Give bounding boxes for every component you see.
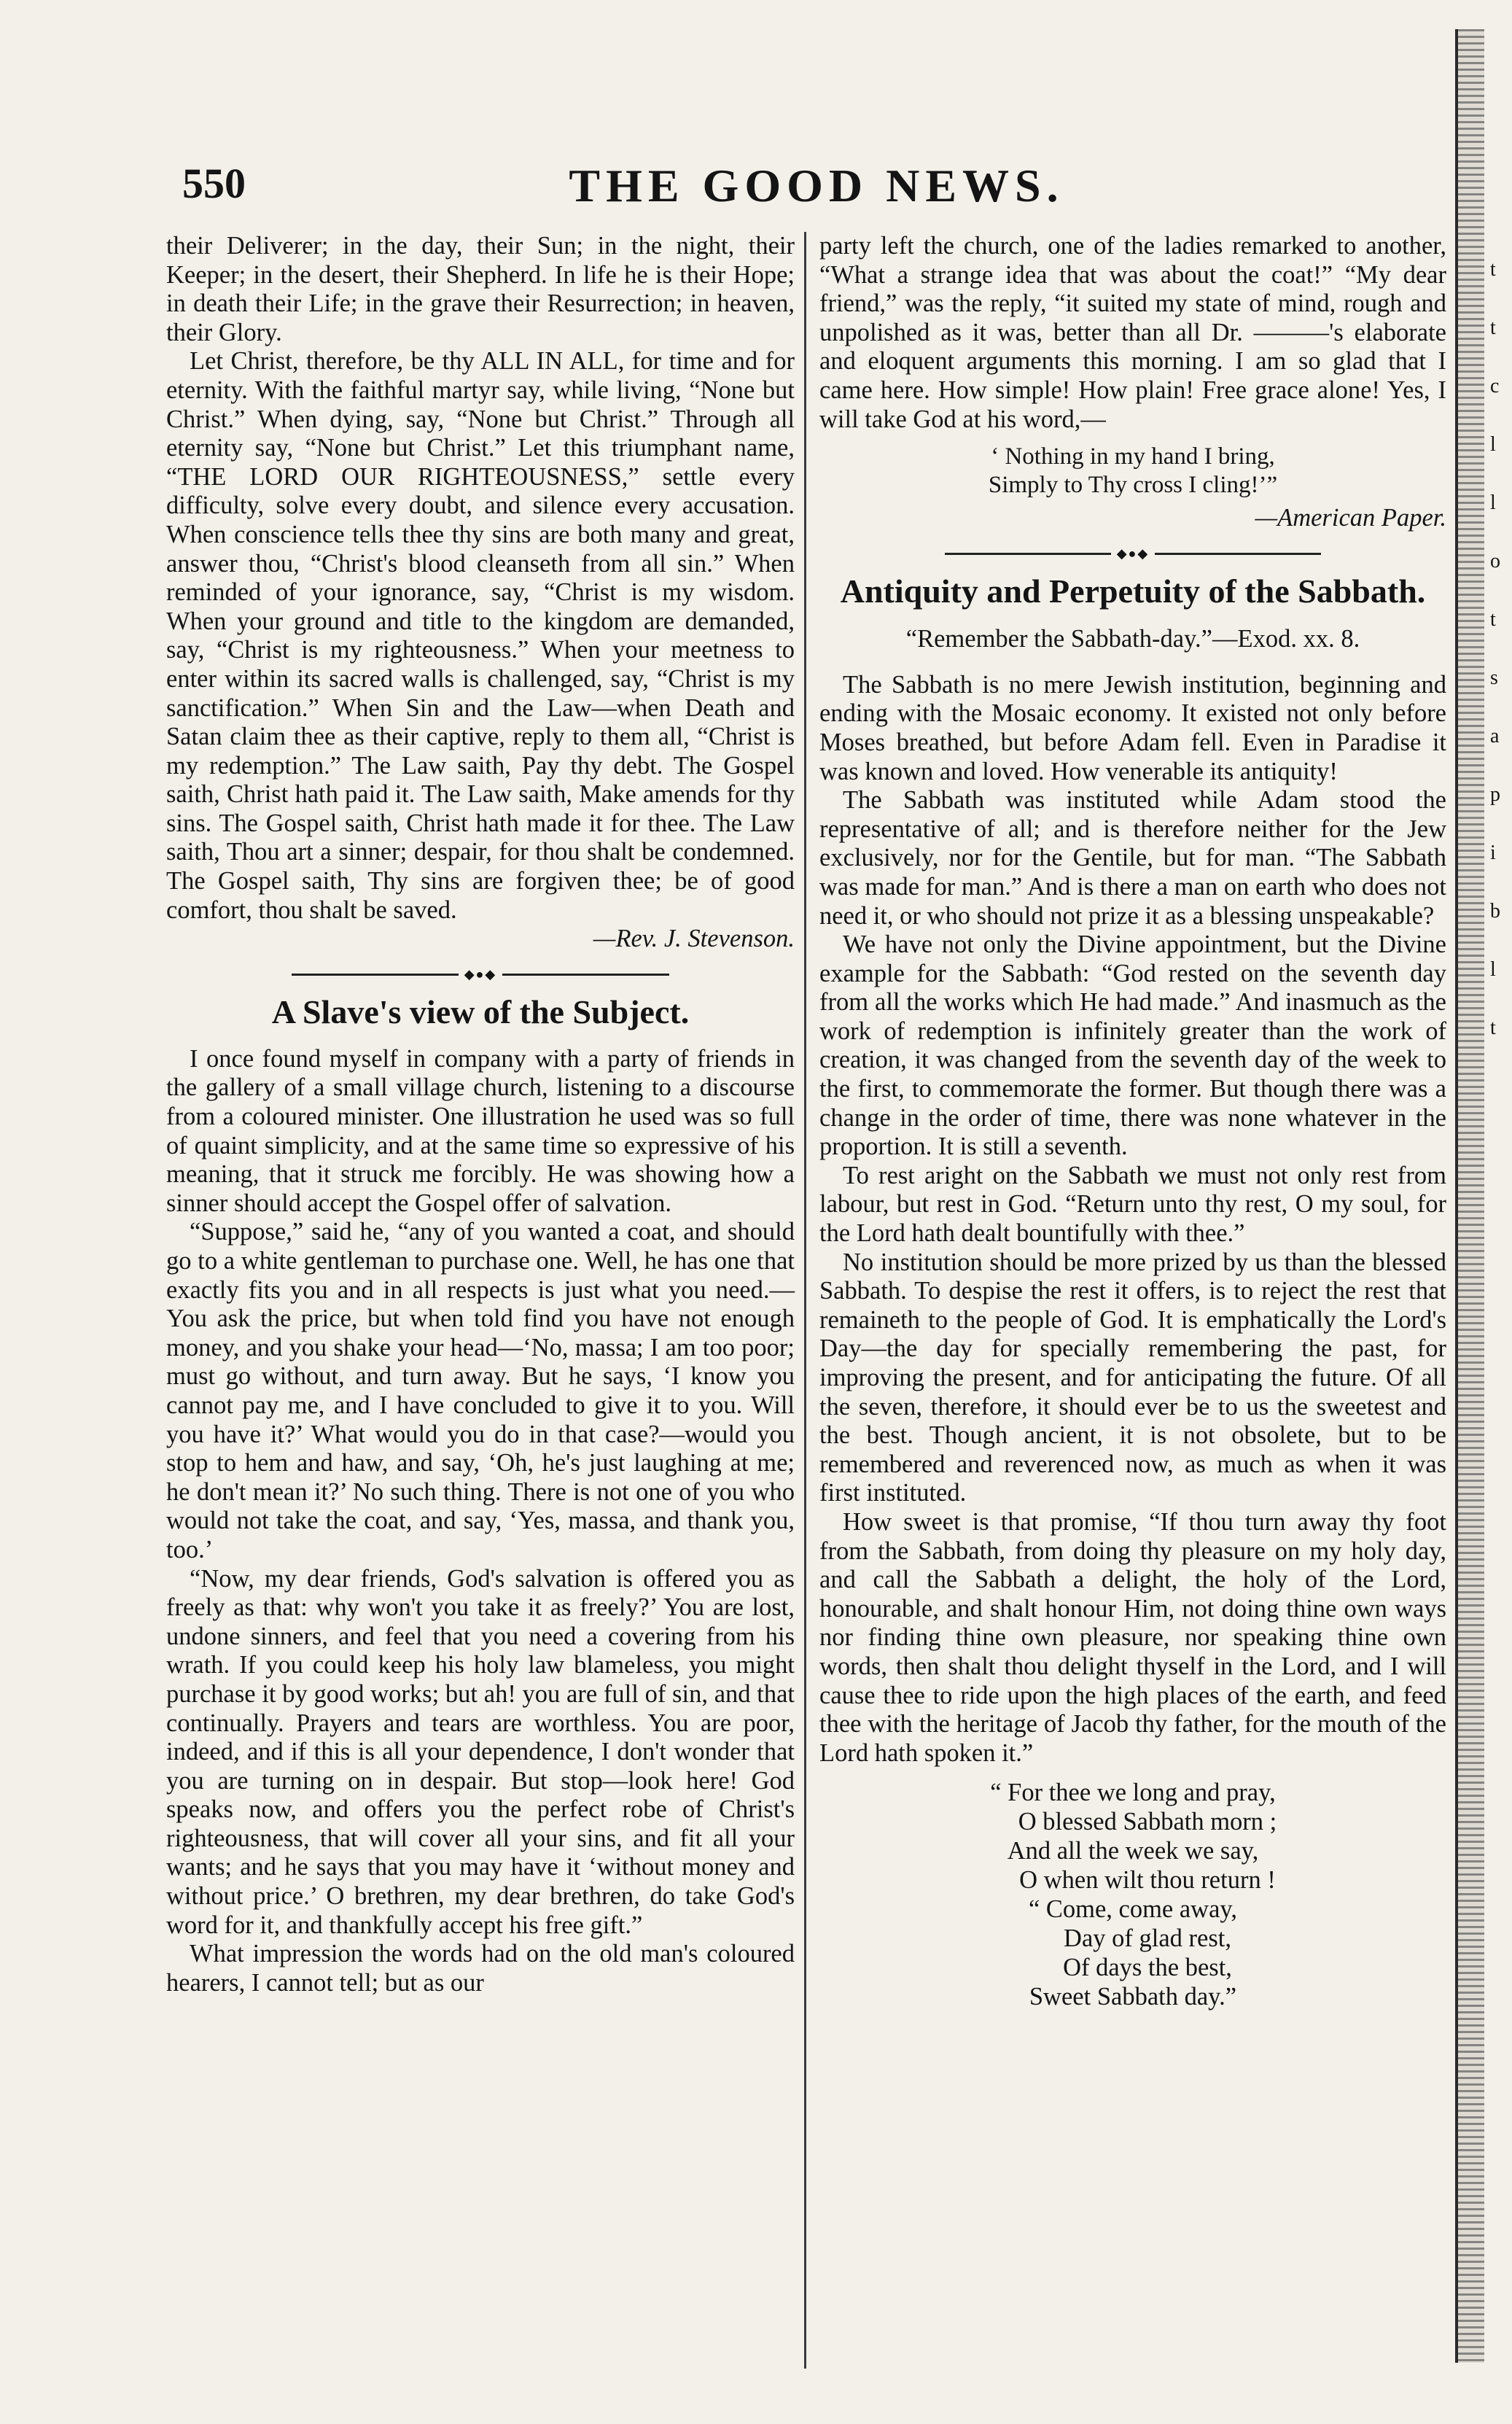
margin-char: o [1490,550,1500,572]
article-paragraph: The Sabbath is no mere Jewish institution, beginning and ending with the Mosaic economy. It existed not only before Moses breathed, but before Adam fell. Even in Paradise it was known and loved. How venerable its antiquity! [819,670,1446,785]
margin-char: l [1490,492,1496,514]
margin-char: t [1490,608,1496,631]
adjacent-page-margin [1490,241,1512,1057]
article-paragraph: Let Christ, therefore, be thy ALL IN ALL, for time and for eternity. With the faithful martyr say, while living, “None but Christ.” When dying, say, “None but Christ.” Through all eternity say, “None but Christ.” Let this triumphant name, “THE LORD OUR RIGHTEOUSNESS,” settle every difficulty, solve every doubt, and silence every accusation. When conscience tells thee thy sins are both many and great, answer thou, “Christ's blood cleanseth from all sin.” When reminded of your ignorance, say, “Christ is my wisdom. When your ground and title to the kingdom are demanded, say, “Christ is my righteousness.” When your meetness to enter within its sacred walls is challenged, say, “Christ is my sanctification.” When Sin and the Law—when Death and Satan claim thee as their captive, reply to them all, “Christ is my redemption.” The Law saith, Pay thy debt. The Gospel saith, Christ hath paid it. The Law saith, Make amends for thy sins. The Gospel saith, Christ hath made it for thee. The Law saith, Thou art a sinner; despair, for thou shalt be condemned. The Gospel saith, Thy sins are forgiven thee; be of good comfort, thou shalt be saved. [166,347,795,924]
binding-edge-strip [1458,29,1484,2363]
section-divider [945,546,1321,562]
verse-line: O blessed Sabbath morn ; [1018,1808,1277,1836]
margin-char: i [1490,842,1496,864]
margin-char: t [1490,258,1496,281]
left-column [166,232,795,1997]
margin-char: s [1490,667,1498,689]
verse-line: O when wilt thou return ! [1019,1866,1276,1895]
column-divider [804,232,806,2369]
article-paragraph: How sweet is that promise, “If thou turn away thy foot from the Sabbath, from doing thy pleasure on my holy day, and call the Sabbath a delight, the holy of the Lord, honourable, and shalt honour Him, not doing thine own ways nor finding thine own pleasure, nor speaking thine own words, then shalt thou delight thyself in the Lord, and I will cause thee to ride upon the high places of the earth, and feed thee with the heritage of Jacob thy father, for the mouth of the Lord hath spoken it.” [819,1507,1446,1767]
article-paragraph: To rest aright on the Sabbath we must not only rest from labour, but rest in God. “Return unto thy rest, O my soul, for the Lord hath dealt bountifully with thee.” [819,1161,1446,1248]
couplet-line: ‘ Nothing in my hand I bring, [991,443,1275,470]
article-citation: —Rev. J. Stevenson. [593,925,795,953]
margin-char: p [1490,783,1500,806]
article-paragraph: party left the church, one of the ladies remarked to another, “What a strange idea that was about the coat!” “My dear friend,” was the reply, “it suited my state of mind, rough and unpolished as it was, better than all Dr. ———'s elaborate and eloquent arguments this morning. I am so glad that I came here. How simple! How plain! Free grace alone! Yes, I will take God at his word,— [819,232,1446,433]
hymn-verse [819,1778,1446,2011]
article-paragraph: The Sabbath was instituted while Adam stood the representative of all; and is therefore neither for the Jew exclusively, nor for the Gentile, but for man. “The Sabbath was made for man.” And is there a man on earth who does not need it, or who should not prize it as a blessing unspeakable? [819,786,1446,930]
margin-char: l [1490,433,1496,456]
article-paragraph: “Suppose,” said he, “any of you wanted a coat, and should go to a white gentleman to purchase one. Well, he has one that exactly fits you and in all respects is just what you need.—You ask the price, but when told find you have not enough money, and you shake your head—‘No, massa; I am too poor; must go without, and turn away. But he says, ‘I know you cannot pay me, and I have concluded to give it to you. Will you have it?’ What would you do in that case?—would you stop to hem and haw, and say, ‘Oh, he's just laughing at me; he don't mean it?’ No such thing. There is not one of you who would not take the coat, and say, ‘Yes, massa, and thank you, too.’ [166,1218,795,1563]
verse-line: Sweet Sabbath day.” [1029,1983,1237,2011]
epigraph: “Remember the Sabbath-day.”—Exod. xx. 8. [905,624,1360,653]
ornament-icon: ◆●◆ [1116,545,1150,561]
article-paragraph: “Now, my dear friends, God's salvation is offered you as freely as that: why won't you take it as freely?’ You are lost, undone sinners, and feel that you need a covering from his wrath. If you could keep his holy law blameless, you might purchase it by good works; but ah! you are full of sin, and that continually. Prayers and tears are worthless. You are poor, indeed, and if this is all your dependence, I don't wonder that you are turning on in despair. But stop—look here! God speaks now, and offers you the perfect robe of Christ's righteousness, that will cover all your sins, and fit all your wants; and he says that you may have it ‘without money and without price.’ O brethren, my dear brethren, do take God's word for it, and thankfully accept his free gift.” [166,1564,795,1939]
couplet-line: Simply to Thy cross I cling!’” [988,472,1278,499]
right-column [819,232,1446,2011]
article-paragraph: What impression the words had on the old man's coloured hearers, I cannot tell; but as our [166,1940,795,1997]
margin-char: t [1490,1017,1496,1039]
section-title: A Slave's view of the Subject. [271,992,690,1030]
margin-char: t [1490,316,1496,339]
verse-line: Day of glad rest, [1064,1924,1231,1953]
article-citation: —American Paper. [1255,504,1446,532]
page-number: 550 [182,160,246,207]
page-title: THE GOOD NEWS. [569,160,1064,211]
verse-line: And all the week we say, [1007,1837,1259,1865]
margin-char: l [1490,958,1496,981]
margin-char: b [1490,900,1500,922]
ornament-icon: ◆●◆ [464,966,497,982]
verse-line: Of days the best, [1063,1954,1232,1982]
section-divider [292,967,669,982]
hymn-couplet [819,443,1446,500]
verse-line: “ Come, come away, [1028,1895,1238,1924]
article-paragraph: I once found myself in company with a party of friends in the gallery of a small village church, listening to a discourse from a coloured minister. One illustration he used was so full of quaint simplicity, and at the same time so expressive of his meaning, that it struck me forcibly. He was showing how a sinner should accept the Gospel offer of salvation. [166,1044,795,1217]
margin-char: c [1490,375,1500,397]
section-title: Antiquity and Perpetuity of the Sabbath. [840,572,1426,610]
article-paragraph: their Deliverer; in the day, their Sun; in the night, their Keeper; in the desert, their Shepherd. In life he is their Hope; in death their Life; in the grave their Resurrection; in heaven, their Glory. [166,232,795,346]
margin-char: a [1490,725,1500,747]
verse-line: “ For thee we long and pray, [990,1779,1276,1807]
page-header [182,159,1451,225]
article-paragraph: No institution should be more prized by us than the blessed Sabbath. To despise the rest it offers, is to reject the rest that remaineth to the people of God. It is emphatically the Lord's Day—the day for specially remembering the past, for improving the present, and for anticipating the future. Of all the seven, therefore, it should ever be to us the sweetest and the best. Though ancient, it is not obsolete, but to be remembered and reverenced now, as much as when it was first instituted. [819,1248,1446,1507]
article-paragraph: We have not only the Divine appointment, but the Divine example for the Sabbath: “God rested on the seventh day from all the works which He had made.” And inasmuch as the work of redemption is infinitely greater than the work of creation, it was changed from the seventh day of the week to the first, to commemorate the former. But though there was a change in the order of time, there was none whatever in the proportion. It is still a seventh. [819,931,1446,1161]
